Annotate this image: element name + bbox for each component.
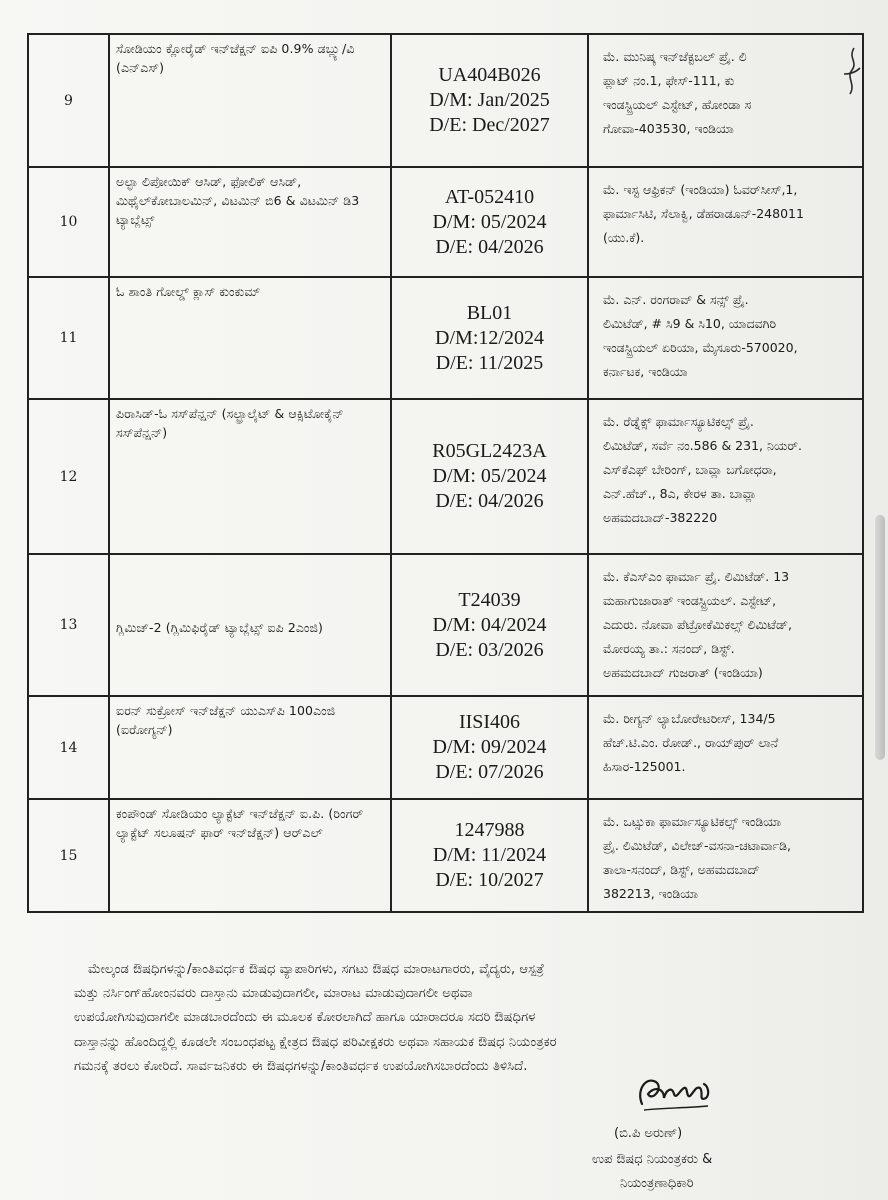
margin-stamp [838, 44, 866, 104]
serial-number: 10 [28, 167, 109, 277]
notice-line: ಮತ್ತು ನರ್ಸಿಂಗ್‌ಹೋಂನವರು ದಾಸ್ತಾನು ಮಾಡುವುದಾಗಲೀ, ಮಾರಾಟ ಮಾಡುವುದಾಗಲೀ ಅಥವಾ [74, 986, 473, 1002]
manufacturer: ಮೆ. ಎನ್. ರಂಗರಾವ್ & ಸನ್ಸ್ ಪ್ರೈ. ಲಿಮಿಟೆಡ್, # ಸಿ9 & ಸಿ10, ಯಾದವಗಿರಿ ಇಂಡಸ್ಟ್ರಿಯಲ್ ಏರಿಯಾ, ಮೈಸೂರು-570020, ಕರ್ನಾಟಕ, ಇಂಡಿಯಾ [588, 277, 863, 399]
batch-cell [391, 554, 588, 696]
manufacture-date: D/M: 11/2024 [432, 844, 547, 866]
manufacturer: ಮೆ. ರೀಗ್ಯನ್ ಲ್ಯಾಬೋರೇಟರೀಸ್, 134/5 ಹೆಚ್.ಟಿ.ಎಂ. ರೋಡ್., ರಾಯ್‌ಪುರ್ ಲಾನೆ ಹಿಸಾರ-125001. [588, 696, 863, 799]
batch-cell [391, 34, 588, 167]
notice-line: ಗಮನಕ್ಕೆ ತರಲು ಕೋರಿದೆ. ಸಾರ್ವಜನಿಕರು ಈ ಔಷಧಗಳನ್ನು/ಕಾಂತಿವರ್ಧಕ ಉಪಯೋಗಿಸಬಾರದೆಂದು ತಿಳಿಸಿದೆ. [74, 1058, 528, 1074]
drug-table [27, 33, 864, 913]
table-row [28, 167, 863, 277]
batch-number: R05GL2423A [432, 440, 547, 462]
drug-name: ಓ ಶಾಂತಿ ಗೋಲ್ಡ್ ಕ್ಲಾಸ್ ಕುಂಕುಮ್ [109, 277, 391, 399]
expiry-date: D/E: Dec/2027 [429, 114, 550, 136]
table-row [28, 799, 863, 912]
notice-line: ಮೇಲ್ಕಂಡ ಔಷಧಿಗಳನ್ನು/ಕಾಂತಿವರ್ಧಕ ಔಷಧ ವ್ಯಾಪಾರಿಗಳು, ಸಗಟು ಔಷಧ ಮಾರಾಟಗಾರರು, ವೈದ್ಯರು, ಆಸ್ಪತ್ರೆ [88, 962, 545, 977]
batch-cell [391, 399, 588, 554]
drug-name: ಐರನ್ ಸುಕ್ರೋಸ್ ಇನ್‌ಜೆಕ್ಷನ್ ಯುಎಸ್‌ಪಿ 100ಎಂಜಿ (ಐರೋಗ್ಯನ್) [109, 696, 391, 799]
serial-number: 12 [28, 399, 109, 554]
table-row [28, 696, 863, 799]
expiry-date: D/E: 07/2026 [435, 761, 544, 783]
manufacture-date: D/M: Jan/2025 [429, 89, 550, 111]
signatory-designation: ಉಪ ಔಷಧ ನಿಯಂತ್ರಕರು & [592, 1152, 713, 1167]
signature [634, 1068, 714, 1118]
notice-line: ದಾಸ್ತಾನನ್ನು ಹೊಂದಿದ್ದಲ್ಲಿ ಕೂಡಲೇ ಸಂಬಂಧಪಟ್ಟ ಕ್ಷೇತ್ರದ ಔಷಧ ಪರಿವೀಕ್ಷಕರು ಅಥವಾ ಸಹಾಯಕ ಔಷಧ ನಿಯಂತ್ರಕರ [74, 1034, 557, 1050]
batch-cell [391, 696, 588, 799]
expiry-date: D/E: 10/2027 [435, 869, 544, 891]
serial-number: 9 [28, 34, 109, 167]
expiry-date: D/E: 11/2025 [435, 351, 544, 374]
expiry-date: D/E: 04/2026 [435, 235, 544, 258]
manufacturer: ಮೆ. ರೆಡ್ನೆಕ್ಸ್ ಫಾರ್ಮಾಸ್ಯೂಟಿಕಲ್ಸ್ ಪ್ರೈ. ಲಿಮಿಟೆಡ್, ಸರ್ವೆ ನಂ.586 & 231, ನಿಯರ್. ಎಸ್‌ಕೆಎಫ್ ಬೇರಿಂಗ್, ಬಾವ್ಲಾ ಬಗೋಧರಾ, ಎನ್.ಹೆಚ್., 8ಎ, ಕೇರಳ ತಾ. ಬಾವ್ಲಾ ಅಹಮದಬಾದ್-382220 [588, 399, 863, 554]
drug-name: ಗ್ಲಿಮಿಜ್-2 (ಗ್ಲಿಮಿಫಿರೈಡ್ ಟ್ಯಾಬ್ಲೆಟ್ಸ್ ಐಪಿ 2ಎಂಜಿ) [109, 554, 391, 696]
notice-line: ಉಪಯೋಗಿಸುವುದಾಗಲೀ ಮಾಡಬಾರದೆಂದು ಈ ಮೂಲಕ ಕೋರಲಾಗಿದೆ ಹಾಗೂ ಯಾರಾದರೂ ಸದರಿ ಔಷಧಿಗಳ [74, 1010, 536, 1026]
notice-paragraph [74, 958, 774, 1079]
batch-number: UA404B026 [438, 64, 541, 86]
table-row [28, 399, 863, 554]
drug-name: ಸೋಡಿಯಂ ಕ್ಲೋರೈಡ್ ಇನ್‌ಜೆಕ್ಷನ್ ಐಪಿ 0.9% ಡಬ್ಲ್ಯು/ವಿ (ಎನ್‌ಎಸ್) [109, 34, 391, 167]
manufacturer: ಮೆ. ಇಸ್ಟ ಆಫ್ರಿಕನ್ (ಇಂಡಿಯಾ) ಓವರ್‌ಸೀಸ್,1, ಫಾರ್ಮಾಸಿಟಿ, ಸೆಲಾಕ್ವಿ, ಡೆಹರಾಡೂನ್-248011 (ಯು.ಕೆ). [588, 167, 863, 277]
binder-edge [875, 515, 885, 760]
signatory-name: (ಬಿ.ಪಿ ಅರುಣ್) [614, 1126, 683, 1141]
batch-number: IISI406 [458, 711, 521, 733]
batch-number: T24039 [458, 588, 521, 611]
serial-number: 15 [28, 799, 109, 912]
drug-name: ಪಿರಾಸಿಡ್-ಓ ಸಸ್‌ಪೆನ್ಷನ್ (ಸಲ್ಫ್ರಾಲೈಟ್ & ಆಕ್ಸಿಟೋಕೈನ್ ಸಸ್‌ಪೆನ್ಷನ್) [109, 399, 391, 554]
serial-number: 11 [28, 277, 109, 399]
expiry-date: D/E: 04/2026 [435, 490, 544, 512]
batch-number: BL01 [466, 301, 513, 324]
batch-number: 1247988 [454, 819, 525, 841]
manufacture-date: D/M: 05/2024 [432, 210, 547, 233]
serial-number: 13 [28, 554, 109, 696]
manufacturer: ಮೆ. ಮುನಿಷ್ಕ ಇನ್‌ಜೆಕ್ಟಬಲ್ ಪ್ರೈ. ಲಿ ಪ್ಲಾಟ್ ನಂ.1, ಫೇಸ್-111, ಕು ಇಂಡಸ್ಟ್ರಿಯಲ್ ಎಸ್ಟೇಟ್, ಹೋಂಡಾ ಸ ಗೋವಾ-403530, ಇಂಡಿಯಾ [588, 34, 863, 167]
drug-name: ಅಲ್ಫಾ ಲಿಪೋಯಿಕ್ ಆಸಿಡ್, ಫೋಲಿಕ್ ಆಸಿಡ್, ಮಿಥೈಲ್‌ಕೋಬಾಲಮಿನ್, ವಿಟಮಿನ್ ಬಿ6 & ವಿಟಮಿನ್ ಡಿ3 ಟ್ಯಾಬ್ಲೆಟ್ಸ್ [109, 167, 391, 277]
table-row [28, 277, 863, 399]
signatory-designation: ನಿಯಂತ್ರಣಾಧಿಕಾರಿ [620, 1176, 694, 1191]
expiry-date: D/E: 03/2026 [435, 638, 544, 661]
batch-cell [391, 277, 588, 399]
manufacture-date: D/M: 09/2024 [432, 736, 547, 758]
manufacturer: ಮೆ. ಕೆಎಸ್‌ಎಂ ಫಾರ್ಮಾ ಪ್ರೈ. ಲಿಮಿಟೆಡ್. 13 ಮಹಾಗುಜಾರಾತ್ ಇಂಡಸ್ಟ್ರಿಯಲ್. ಎಸ್ಟೇಟ್, ಎದುರು. ನೋವಾ ಪೆಟ್ರೋಕೆಮಿಕಲ್ಸ್ ಲಿಮಿಟೆಡ್, ಮೋರಯ್ಯ ತಾ.: ಸನಂದ್, ಡಿಸ್ಟ್. ಅಹಮದಬಾದ್ ಗುಜರಾತ್ (ಇಂಡಿಯಾ) [588, 554, 863, 696]
table-row [28, 554, 863, 696]
batch-cell [391, 799, 588, 912]
serial-number: 14 [28, 696, 109, 799]
batch-cell [391, 167, 588, 277]
manufacturer: ಮೆ. ಒಟ್ಸುಕಾ ಫಾರ್ಮಾಸ್ಯೂಟಿಕಲ್ಸ್ ಇಂಡಿಯಾ ಪ್ರೈ. ಲಿಮಿಟೆಡ್, ವಿಲೇಜ್-ವಸನಾ-ಚಟಾರ್ವಾಡಿ, ತಾಲಾ-ಸನಂದ್, ಡಿಸ್ಟ್, ಅಹಮದಬಾದ್ 382213, ಇಂಡಿಯಾ [588, 799, 863, 912]
manufacture-date: D/M: 05/2024 [432, 465, 547, 487]
drug-name: ಕಂಪೌಂಡ್ ಸೋಡಿಯಂ ಲ್ಯಾಕ್ಟೆಟ್ ಇನ್‌ಜೆಕ್ಷನ್ ಐ.ಪಿ. (ರಿಂಗರ್ ಲ್ಯಾಕ್ಟೆಟ್ ಸಲೂಷನ್ ಫಾರ್ ಇನ್‌ಜೆಕ್ಷನ್) ಆರ್‌ಎಲ್ [109, 799, 391, 912]
batch-number: AT-052410 [444, 185, 535, 208]
manufacture-date: D/M:12/2024 [435, 326, 544, 349]
manufacture-date: D/M: 04/2024 [432, 613, 547, 636]
table-row [28, 34, 863, 167]
